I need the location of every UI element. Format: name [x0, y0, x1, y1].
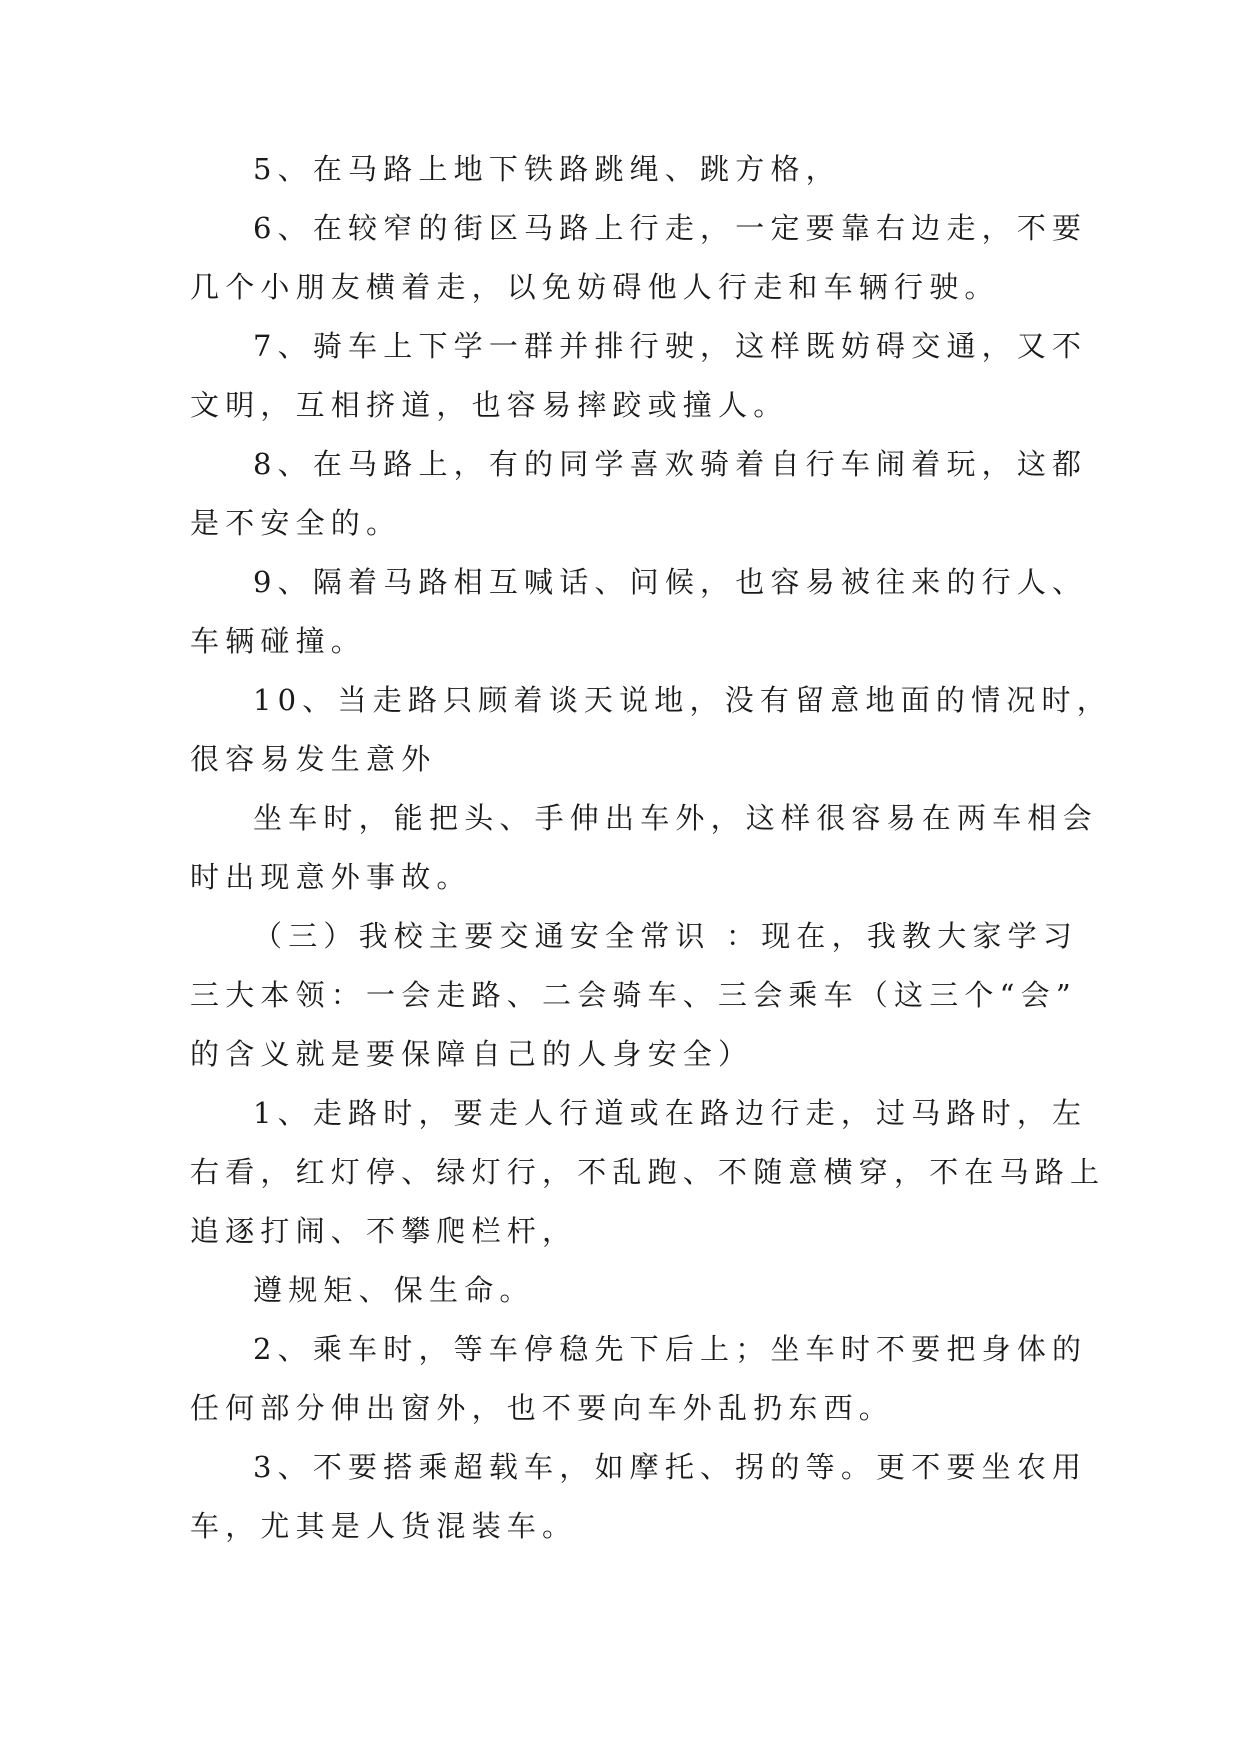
- text-line: 8、在马路上，有的同学喜欢骑着自行车闹着玩，这都: [253, 447, 1088, 481]
- text-line: 遵规矩、保生命。: [253, 1273, 535, 1307]
- text-line: 时出现意外事故。: [190, 860, 472, 894]
- text-line: 文明，互相挤道，也容易摔跤或撞人。: [190, 388, 789, 422]
- text-line: 是不安全的。: [190, 506, 402, 540]
- text-line: 的含义就是要保障自己的人身安全）: [190, 1037, 754, 1071]
- text-line: 1、走路时，要走人行道或在路边行走，过马路时，左: [253, 1096, 1088, 1130]
- text-line: 右看，红灯停、绿灯行，不乱跑、不随意横穿，不在马路上: [190, 1155, 1106, 1189]
- text-line: 很容易发生意外: [190, 742, 437, 776]
- text-line: 坐车时，能把头、手伸出车外，这样很容易在两车相会: [253, 801, 1098, 835]
- text-line: 6、在较窄的街区马路上行走，一定要靠右边走，不要: [253, 211, 1088, 245]
- text-line: （三）我校主要交通安全常识 ：现在，我教大家学习: [253, 919, 1079, 953]
- text-line: 5、在马路上地下铁路跳绳、跳方格，: [253, 152, 841, 186]
- text-line: 任何部分伸出窗外，也不要向车外乱扔东西。: [190, 1391, 895, 1425]
- text-line: 车辆碰撞。: [190, 624, 367, 658]
- text-line: 车，尤其是人货混装车。: [190, 1509, 578, 1543]
- text-line: 三大本领：一会走路、二会骑车、三会乘车（这三个“会”: [190, 978, 1077, 1012]
- text-line: 9、隔着马路相互喊话、问候，也容易被往来的行人、: [253, 565, 1088, 599]
- text-line: 7、骑车上下学一群并排行驶，这样既妨碍交通，又不: [253, 329, 1088, 363]
- text-line: 3、不要搭乘超载车，如摩托、拐的等。更不要坐农用: [253, 1450, 1088, 1484]
- text-line: 10、当走路只顾着谈天说地，没有留意地面的情况时，: [253, 683, 1112, 717]
- text-line: 追逐打闹、不攀爬栏杆，: [190, 1214, 578, 1248]
- text-line: 2、乘车时，等车停稳先下后上；坐车时不要把身体的: [253, 1332, 1088, 1366]
- text-line: 几个小朋友横着走，以免妨碍他人行走和车辆行驶。: [190, 270, 1000, 304]
